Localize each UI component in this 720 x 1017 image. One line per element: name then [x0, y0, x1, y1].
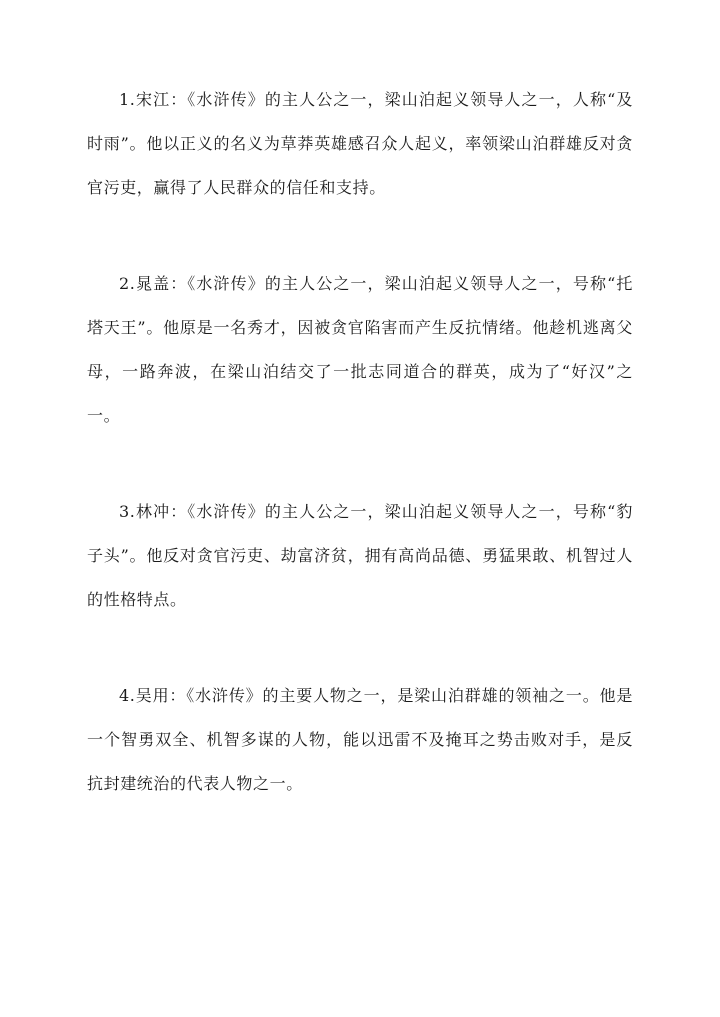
paragraph-chao-gai: 2.晁盖：《水浒传》的主人公之一，梁山泊起义领导人之一，号称“托塔天王”。他原是一名秀才，因被贪官陷害而产生反抗情绪。他趁机逃离父母，一路奔波，在梁山泊结交了一批志同道合的群英，成为了“好汉”之一。	[87, 274, 633, 425]
paragraph-wu-yong: 4.吴用：《水浒传》的主要人物之一，是梁山泊群雄的领袖之一。他是一个智勇双全、机智多谋的人物，能以迅雷不及掩耳之势击败对手，是反抗封建统治的代表人物之一。	[87, 686, 633, 793]
paragraph-lin-chong: 3.林冲：《水浒传》的主人公之一，梁山泊起义领导人之一，号称“豹子头”。他反对贪官污吏、劫富济贫，拥有高尚品德、勇猛果敢、机智过人的性格特点。	[87, 502, 633, 609]
paragraph-song-jiang: 1.宋江：《水浒传》的主人公之一，梁山泊起义领导人之一，人称“及时雨”。他以正义的名义为草莽英雄感召众人起义，率领梁山泊群雄反对贪官污吏，赢得了人民群众的信任和支持。	[87, 90, 633, 197]
